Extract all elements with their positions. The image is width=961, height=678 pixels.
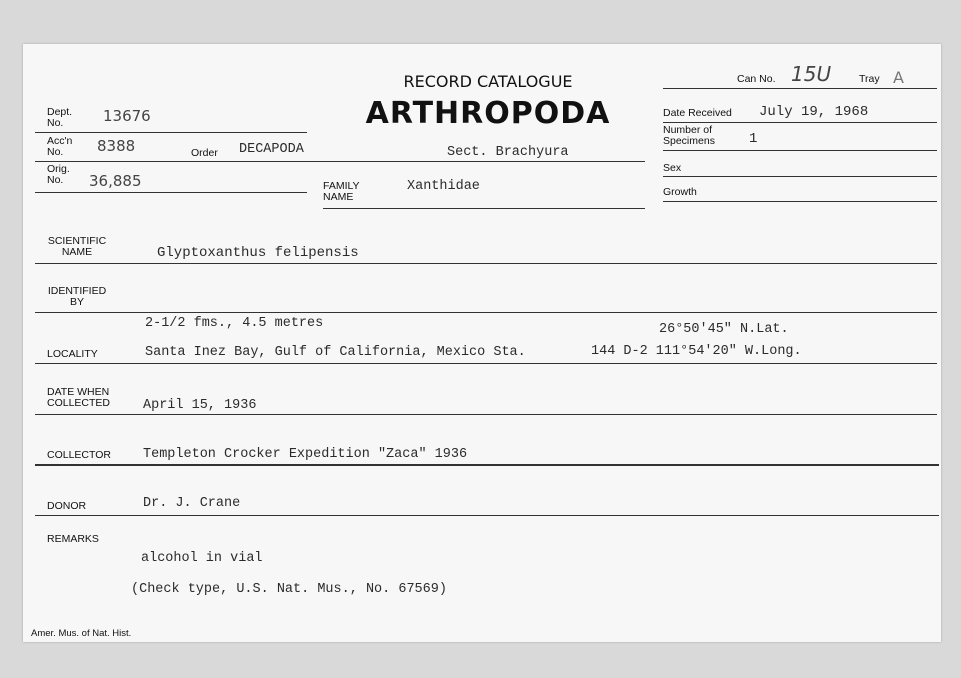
donor-line <box>35 515 939 516</box>
scientific-line <box>35 263 937 264</box>
sex-line <box>663 176 937 177</box>
specimens-line <box>663 150 937 151</box>
can-number-value: 15U <box>791 62 832 86</box>
dept-value: 13676 <box>103 107 151 125</box>
original-number-label: Orig. No. <box>47 163 70 186</box>
section-value: Sect. Brachyura <box>447 145 569 160</box>
latitude-value: 26°50'45" N.Lat. <box>659 322 789 337</box>
catalogue-card <box>23 44 941 642</box>
donor-value: Dr. J. Crane <box>143 496 241 511</box>
locality-line <box>35 363 937 364</box>
can-line <box>663 88 937 89</box>
accession-value: 8388 <box>97 137 136 155</box>
identified-label: IDENTIFIED BY <box>47 285 107 308</box>
scientific-label: SCIENTIFIC NAME <box>47 235 107 258</box>
accession-label: Acc'n No. <box>47 135 73 158</box>
donor-label: DONOR <box>47 500 87 512</box>
locality-label: LOCALITY <box>47 348 98 360</box>
date-collected-line <box>35 414 937 415</box>
identified-line <box>35 312 937 313</box>
date-received-value: July 19, 1968 <box>759 104 869 120</box>
dept-line <box>35 132 307 133</box>
family-label: FAMILY NAME <box>323 180 360 203</box>
specimens-value: 1 <box>749 131 758 147</box>
institution-label: Amer. Mus. of Nat. Hist. <box>31 628 132 639</box>
growth-label: Growth <box>663 186 697 198</box>
date-collected-label: DATE WHEN COLLECTED <box>47 386 111 409</box>
collector-label: COLLECTOR <box>47 449 111 461</box>
family-value: Xanthidae <box>407 179 480 194</box>
station-value: 144 D-2 111°54'20" W.Long. <box>591 344 802 359</box>
record-catalogue-heading: RECORD CATALOGUE <box>403 72 573 91</box>
collector-line <box>35 464 939 466</box>
original-number-line <box>35 192 307 193</box>
can-number-label: Can No. <box>737 73 776 85</box>
remarks-line-2: (Check type, U.S. Nat. Mus., No. 67569) <box>131 582 447 597</box>
class-title: ARTHROPODA <box>365 96 611 131</box>
family-line <box>323 208 645 209</box>
depth-value: 2-1/2 fms., 4.5 metres <box>145 316 324 331</box>
order-label: Order <box>191 147 218 159</box>
tray-label: Tray <box>859 73 880 85</box>
date-received-line <box>663 122 937 123</box>
date-received-label: Date Received <box>663 107 732 119</box>
remarks-line-1: alcohol in vial <box>141 551 263 566</box>
date-collected-value: April 15, 1936 <box>143 398 257 413</box>
collector-value: Templeton Crocker Expedition "Zaca" 1936 <box>143 447 468 462</box>
dept-label: Dept. No. <box>47 106 73 129</box>
original-number-value: 36,885 <box>89 172 142 190</box>
remarks-label: REMARKS <box>47 533 99 545</box>
scientific-value: Glyptoxanthus felipensis <box>157 245 359 261</box>
sex-label: Sex <box>663 162 682 174</box>
specimens-label: Number of Specimens <box>663 124 715 147</box>
locality-value: Santa Inez Bay, Gulf of California, Mexico Sta. <box>145 345 526 360</box>
order-value: DECAPODA <box>239 142 304 157</box>
growth-line <box>663 201 937 202</box>
tray-value: A <box>893 68 904 87</box>
order-line <box>35 161 645 162</box>
